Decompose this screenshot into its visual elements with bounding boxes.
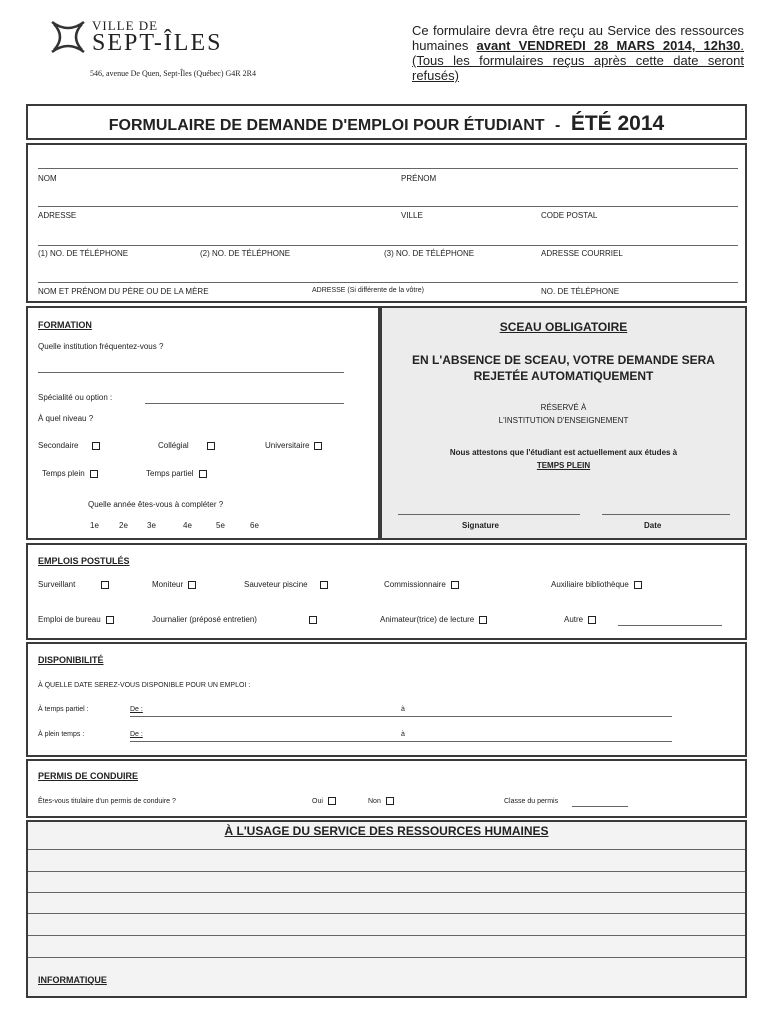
universitaire-option[interactable]: Universitaire	[265, 441, 322, 450]
job-sauveteur[interactable]: Sauveteur piscine	[244, 580, 328, 589]
attestation: Nous attestons que l'étudiant est actuellement aux études à TEMPS PLEIN	[449, 448, 678, 470]
disponibilite-question: À QUELLE DATE SEREZ-VOUS DISPONIBLE POUR UN EMPLOI :	[38, 682, 251, 689]
classe-label: Classe du permis	[504, 798, 559, 805]
animateur-checkbox[interactable]	[479, 616, 487, 624]
niveau-label: À quel niveau ?	[38, 414, 94, 423]
emplois-section	[26, 543, 747, 640]
partiel-a: à	[401, 706, 405, 713]
temps-partiel-checkbox[interactable]	[199, 470, 207, 478]
collegial-option[interactable]: Collégial	[158, 441, 215, 450]
deadline-notice	[412, 23, 744, 83]
non-checkbox[interactable]	[386, 797, 394, 805]
logo-emblem-icon	[48, 18, 88, 56]
year-4[interactable]: 4e	[183, 521, 192, 530]
moniteur-checkbox[interactable]	[188, 581, 196, 589]
plein-field[interactable]	[130, 741, 672, 742]
permis-oui[interactable]: Oui	[312, 797, 336, 805]
title-box	[26, 104, 747, 140]
disponibilite-section	[26, 642, 747, 757]
signature-label: Signature	[462, 521, 499, 530]
job-auxiliaire[interactable]: Auxiliaire bibliothèque	[551, 580, 642, 589]
oui-checkbox[interactable]	[328, 797, 336, 805]
specialite-label: Spécialité ou option :	[38, 393, 113, 402]
job-autre[interactable]: Autre	[564, 615, 596, 624]
temps-partiel-option[interactable]: Temps partiel	[146, 469, 207, 478]
date-label: Date	[644, 521, 662, 530]
date-field[interactable]	[602, 514, 730, 515]
temps-plein-option[interactable]: Temps plein	[42, 469, 98, 478]
ville-label: VILLE	[401, 211, 423, 220]
year-5[interactable]: 5e	[216, 521, 225, 530]
sceau-heading: SCEAU OBLIGATOIRE	[499, 320, 628, 334]
rh-heading: À L'USAGE DU SERVICE DES RESSOURCES HUMAINES	[224, 824, 549, 838]
year-1[interactable]: 1e	[90, 521, 99, 530]
sauveteur-checkbox[interactable]	[320, 581, 328, 589]
signature-field[interactable]	[398, 514, 580, 515]
notice-part2: . (Tous les formulaires reçus après cette date seront refusés)	[412, 38, 745, 83]
parent-adresse-label: ADRESSE (Si différente de la vôtre)	[312, 287, 424, 294]
informatique-heading: INFORMATIQUE	[38, 975, 107, 985]
journalier-checkbox[interactable]	[309, 616, 317, 624]
tel2-label: (2) NO. DE TÉLÉPHONE	[200, 249, 291, 258]
title-dash: -	[555, 117, 561, 134]
annee-question: Quelle année êtes-vous à compléter ?	[88, 500, 224, 509]
plein-de: De :	[130, 731, 143, 738]
permis-question: Êtes-vous titulaire d'un permis de conduire ?	[38, 798, 176, 805]
permis-non[interactable]: Non	[368, 797, 394, 805]
tel3-label: (3) NO. DE TÉLÉPHONE	[384, 249, 475, 258]
adresse-label: ADRESSE	[38, 211, 77, 220]
plein-a: à	[401, 731, 405, 738]
classe-field[interactable]	[572, 806, 628, 807]
prenom-label: PRÉNOM	[401, 174, 437, 183]
partiel-label: À temps partiel :	[38, 706, 89, 713]
auxiliaire-checkbox[interactable]	[634, 581, 642, 589]
emplois-heading: EMPLOIS POSTULÉS	[38, 556, 130, 566]
permis-section	[26, 759, 747, 818]
title-season: ÉTÉ 2014	[570, 112, 665, 135]
disponibilite-heading: DISPONIBILITÉ	[38, 655, 104, 665]
bureau-checkbox[interactable]	[106, 616, 114, 624]
job-moniteur[interactable]: Moniteur	[152, 580, 196, 589]
job-bureau[interactable]: Emploi de bureau	[38, 615, 114, 624]
job-animateur[interactable]: Animateur(trice) de lecture	[380, 615, 487, 624]
temps-plein-checkbox[interactable]	[90, 470, 98, 478]
identity-section	[26, 143, 747, 303]
sceau-section	[380, 306, 747, 540]
parent-tel-label: NO. DE TÉLÉPHONE	[541, 287, 620, 296]
surveillant-checkbox[interactable]	[101, 581, 109, 589]
logo-line1: VILLE DE	[92, 18, 159, 33]
job-surveillant[interactable]: Surveillant	[38, 580, 109, 589]
job-journalier[interactable]: Journalier (préposé entretien)	[152, 615, 317, 624]
secondaire-option[interactable]: Secondaire	[38, 441, 100, 450]
universitaire-checkbox[interactable]	[314, 442, 322, 450]
nom-label: NOM	[38, 174, 57, 183]
title-main: FORMULAIRE DE DEMANDE D'EMPLOI POUR ÉTUDIANT	[108, 117, 545, 134]
collegial-checkbox[interactable]	[207, 442, 215, 450]
address: 546, avenue De Quen, Sept-Îles (Québec) G4R 2R4	[90, 69, 256, 78]
commissionnaire-checkbox[interactable]	[451, 581, 459, 589]
code-postal-label: CODE POSTAL	[541, 211, 598, 220]
formation-section	[26, 306, 380, 540]
formation-heading: FORMATION	[38, 320, 92, 330]
parent-label: NOM ET PRÉNOM DU PÈRE OU DE LA MÈRE	[38, 287, 209, 296]
reserve-line1: RÉSERVÉ À	[540, 403, 587, 412]
sceau-warning: EN L'ABSENCE DE SCEAU, VOTRE DEMANDE SERA REJETÉE AUTOMATIQUEMENT	[412, 353, 715, 383]
permis-heading: PERMIS DE CONDUIRE	[38, 771, 139, 781]
partiel-field[interactable]	[130, 716, 672, 717]
rh-section	[26, 820, 747, 998]
logo-line2: SEPT-ÎLES	[92, 30, 223, 56]
year-6[interactable]: 6e	[250, 521, 259, 530]
year-3[interactable]: 3e	[147, 521, 156, 530]
reserve-line2: L'INSTITUTION D'ENSEIGNEMENT	[498, 416, 629, 425]
notice-part1: Ce formulaire devra être reçu au Service des ressources humaines	[412, 23, 744, 53]
autre-field[interactable]	[618, 625, 722, 626]
tel1-label: (1) NO. DE TÉLÉPHONE	[38, 249, 129, 258]
secondaire-checkbox[interactable]	[92, 442, 100, 450]
job-commissionnaire[interactable]: Commissionnaire	[384, 580, 459, 589]
page-title	[28, 112, 745, 136]
autre-checkbox[interactable]	[588, 616, 596, 624]
plein-label: À plein temps :	[38, 731, 85, 738]
partiel-de: De :	[130, 706, 143, 713]
year-2[interactable]: 2e	[119, 521, 128, 530]
temps-plein-emphasis: TEMPS PLEIN	[536, 461, 591, 470]
courriel-label: ADRESSE COURRIEL	[541, 249, 623, 258]
institution-question: Quelle institution fréquentez-vous ?	[38, 342, 164, 351]
notice-deadline: avant VENDREDI 28 MARS 2014, 12h30	[476, 38, 741, 53]
